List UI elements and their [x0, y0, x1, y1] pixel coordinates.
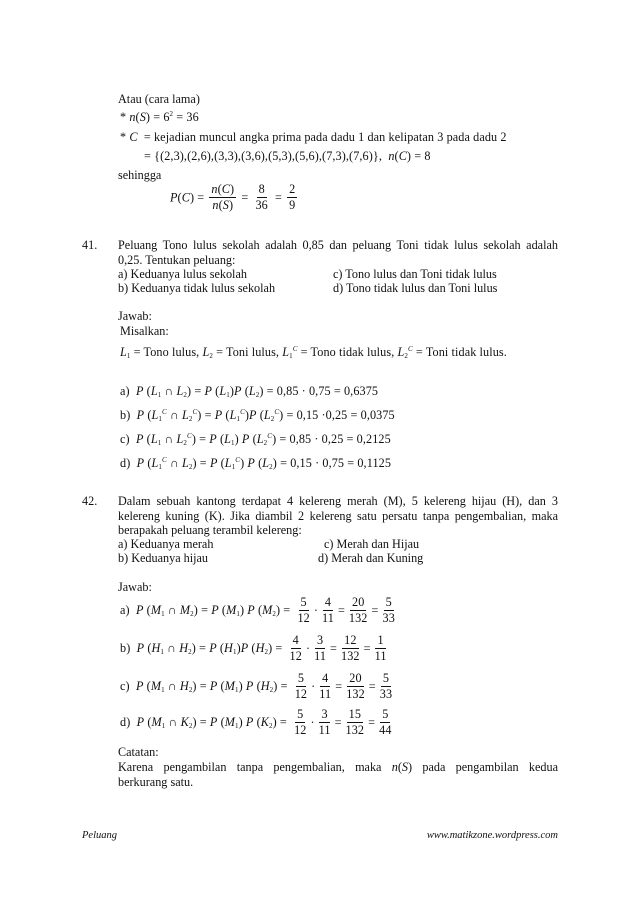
fraction: $\frac{20}{132}$ — [348, 595, 368, 626]
answer-d: d) P ($M_1$ ∩ $K_2) = P$ $(M_1)$ P $(K_2)$ = $\frac{5}{12}$ · $\frac{3}{11}$ = $\frac{15}{132}$ = $\frac{5}{44}$ — [120, 707, 392, 738]
question-text: berapakah peluang terambil kelereng: — [118, 523, 302, 537]
fraction: $\frac{5}{12}$ — [297, 595, 310, 626]
answer-b: b) P ($L_1^C$ ∩ $L_2^C) = P$ $(L_1^C)P$ $(L_2^C) = 0,15 \cdot 0,25 = 0,0375$ — [120, 408, 395, 423]
fraction: $\frac{5}{33}$ — [379, 671, 393, 702]
fraction: $\frac{5}{12}$ — [294, 707, 307, 738]
atau-line: Atau (cara lama) — [118, 92, 200, 106]
answer-d: d) P ($L_1^C$ ∩ $L_2) = P$ $(L_1^C)$ P $(L_2) = 0,15 \cdot 0,75 = 0,1125$ — [120, 456, 392, 471]
fraction: $\frac{5}{12}$ — [294, 671, 308, 702]
question-text: 0,25. Tentukan peluang: — [118, 253, 236, 267]
c-set: = {(2,3),(2,6),(3,3),(3,6),(5,3),(5,6),(7,3),(7,6)}, n(C) = 8 — [144, 149, 431, 163]
variable-definitions: $L_1$ = Tono lulus, $L_2$ = Toni lulus, $L_1^C$ = Tono tidak lulus, $L_2^C$ = Toni tidak lulus. — [120, 345, 507, 360]
answer-b: b) P ($H_1$ ∩ $H_2) = P$ $(H_1)P$ $(H_2)$ = $\frac{4}{12}$ · $\frac{3}{11}$ = $\frac{12}{132}$ = $\frac{1}{11}$ — [120, 633, 387, 664]
fraction: $\frac{n(C)}{n(S)}$ — [211, 182, 235, 213]
jawab-label: Jawab: — [118, 580, 152, 594]
fraction: $\frac{8}{36}$ — [255, 182, 268, 213]
option-b: b) Keduanya hijau — [118, 551, 209, 565]
fraction: $\frac{15}{132}$ — [345, 707, 365, 738]
fraction: $\frac{12}{132}$ — [341, 633, 360, 664]
footer-left: Peluang — [82, 830, 117, 841]
option-c: c) Tono lulus dan Toni tidak lulus — [333, 267, 497, 281]
question-text: Dalam sebuah kantong terdapat 4 kelereng merah (M), 5 kelereng hijau (H), dan 3 — [118, 494, 558, 508]
option-a: a) Keduanya lulus sekolah — [118, 267, 247, 281]
question-number: 42. — [82, 494, 98, 508]
ns-line: * $n(S) = 6^2 = 36$ — [120, 110, 199, 124]
answer-c: c) P ($L_1$ ∩ $L_2^C) = P$ $(L_1)$ P $(L_2^C) = 0,85 \cdot 0,25 = 0,2125$ — [120, 432, 391, 447]
answer-a: a) P ($M_1$ ∩ $M_2) = P$ $(M_1)$ P $(M_2)$ = $\frac{5}{12}$ · $\frac{4}{11}$ = $\frac{20}{132}$ = $\frac{5}{33}$ — [120, 595, 395, 626]
sehingga: sehingga — [118, 168, 162, 182]
question-number: 41. — [82, 238, 98, 252]
option-a: a) Keduanya merah — [118, 537, 214, 551]
option-d: d) Tono tidak lulus dan Toni lulus — [333, 281, 498, 295]
option-d: d) Merah dan Kuning — [318, 551, 424, 565]
misalkan-label: Misalkan: — [120, 324, 169, 338]
option-c: c) Merah dan Hijau — [324, 537, 420, 551]
fraction: $\frac{5}{33}$ — [382, 595, 395, 626]
note-text: berkurang satu. — [118, 775, 194, 789]
pc-equation: P(C) = $\frac{n(C)}{n(S)}$ = $\frac{8}{36}$ = $\frac{2}{9}$ — [170, 182, 296, 213]
fraction: $\frac{3}{11}$ — [318, 707, 331, 738]
fraction: $\frac{20}{132}$ — [346, 671, 365, 702]
question-text: kelereng kuning (K). Jika diambil 2 kelereng satu persatu tanpa pengembalian, maka — [118, 509, 558, 523]
note-text: Karena pengambilan tanpa pengembalian, maka n(S) pada pengambilan kedua — [118, 760, 558, 774]
fraction: $\frac{5}{44}$ — [379, 707, 392, 738]
answer-a: a) P ($L_1$ ∩ $L_2) = P$ $(L_1)P$ $(L_2) = 0,85 \cdot 0,75 = 0,6375$ — [120, 384, 379, 399]
catatan-label: Catatan: — [118, 745, 159, 759]
answer-c: c) P ($M_1$ ∩ $H_2) = P$ $(M_1)$ P $(H_2)$ = $\frac{5}{12}$ · $\frac{4}{11}$ = $\frac{20}{132}$ = $\frac{5}{33}$ — [120, 671, 393, 702]
fraction: $\frac{4}{11}$ — [319, 671, 332, 702]
question-text: Peluang Tono lulus sekolah adalah 0,85 dan peluang Toni tidak lulus sekolah adalah — [118, 238, 558, 252]
fraction: $\frac{2}{9}$ — [289, 182, 296, 213]
fraction: $\frac{3}{11}$ — [314, 633, 327, 664]
c-definition: * C = kejadian muncul angka prima pada dadu 1 dan kelipatan 3 pada dadu 2 — [120, 130, 507, 144]
jawab-label: Jawab: — [118, 309, 152, 323]
fraction: $\frac{1}{11}$ — [374, 633, 387, 664]
fraction: $\frac{4}{12}$ — [289, 633, 302, 664]
footer-url: www.matikzone.wordpress.com — [426, 830, 558, 841]
fraction: $\frac{4}{11}$ — [322, 595, 334, 626]
option-b: b) Keduanya tidak lulus sekolah — [118, 281, 276, 295]
